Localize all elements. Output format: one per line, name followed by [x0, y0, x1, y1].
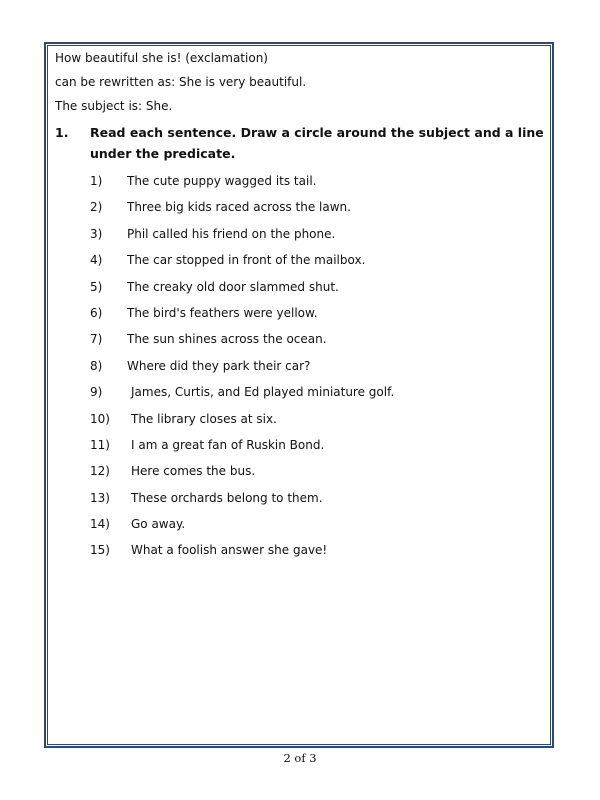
item-sentence: What a foolish answer she gave! [131, 543, 328, 558]
sentence-item [55, 168, 545, 194]
item-sentence: These orchards belong to them. [131, 490, 323, 505]
item-sentence: Phil called his friend on the phone. [127, 226, 336, 241]
item-number: 7) [90, 332, 103, 347]
item-number: 14) [90, 517, 110, 532]
item-number: 2) [90, 200, 103, 215]
item-sentence: The library closes at six. [131, 411, 277, 426]
item-number: 9) [90, 385, 103, 400]
sentence-item [55, 274, 545, 300]
item-sentence: James, Curtis, and Ed played miniature golf. [131, 385, 395, 400]
question-number: 1. [55, 125, 69, 140]
item-sentence: The cute puppy wagged its tail. [127, 174, 317, 188]
item-sentence: Go away. [131, 517, 186, 532]
item-number: 12) [90, 464, 110, 479]
item-sentence: Here comes the bus. [131, 464, 256, 479]
item-number: 10) [90, 411, 110, 426]
question-heading [55, 122, 545, 164]
item-number: 6) [90, 305, 103, 320]
sentence-list [55, 168, 545, 564]
sentence-item [55, 379, 545, 405]
item-number: 11) [90, 437, 110, 452]
sentence-item [55, 194, 545, 220]
sentence-item [55, 353, 545, 379]
item-sentence: I am a great fan of Ruskin Bond. [131, 437, 325, 452]
item-sentence: The sun shines across the ocean. [127, 332, 327, 347]
item-number: 13) [90, 490, 110, 505]
question-instruction: Read each sentence. Draw a circle around the subject and a line under the predicate. [90, 125, 544, 161]
item-number: 15) [90, 543, 110, 558]
item-number: 4) [90, 253, 103, 268]
item-sentence: Where did they park their car? [127, 358, 311, 373]
worksheet-content [55, 50, 545, 564]
item-number: 3) [90, 226, 103, 241]
item-sentence: The bird's feathers were yellow. [127, 305, 318, 320]
sentence-item [55, 458, 545, 484]
intro-rewritten-sentence: can be rewritten as: She is very beautiful. [55, 75, 307, 89]
sentence-item [55, 326, 545, 352]
page-number: 2 of 3 [283, 751, 317, 765]
intro-example-sentence: How beautiful she is! (exclamation) [55, 51, 268, 65]
sentence-item [55, 221, 545, 247]
sentence-item [55, 485, 545, 511]
item-sentence: Three big kids raced across the lawn. [127, 200, 351, 215]
intro-subject-note: The subject is: She. [55, 99, 173, 113]
sentence-item [55, 432, 545, 458]
item-sentence: The creaky old door slammed shut. [127, 279, 339, 294]
sentence-item [55, 511, 545, 537]
sentence-item [55, 406, 545, 432]
item-number: 5) [90, 279, 103, 294]
sentence-item [55, 300, 545, 326]
item-sentence: The car stopped in front of the mailbox. [127, 253, 366, 268]
sentence-item [55, 247, 545, 273]
item-number: 1) [90, 174, 103, 188]
item-number: 8) [90, 358, 103, 373]
sentence-item [55, 537, 545, 563]
